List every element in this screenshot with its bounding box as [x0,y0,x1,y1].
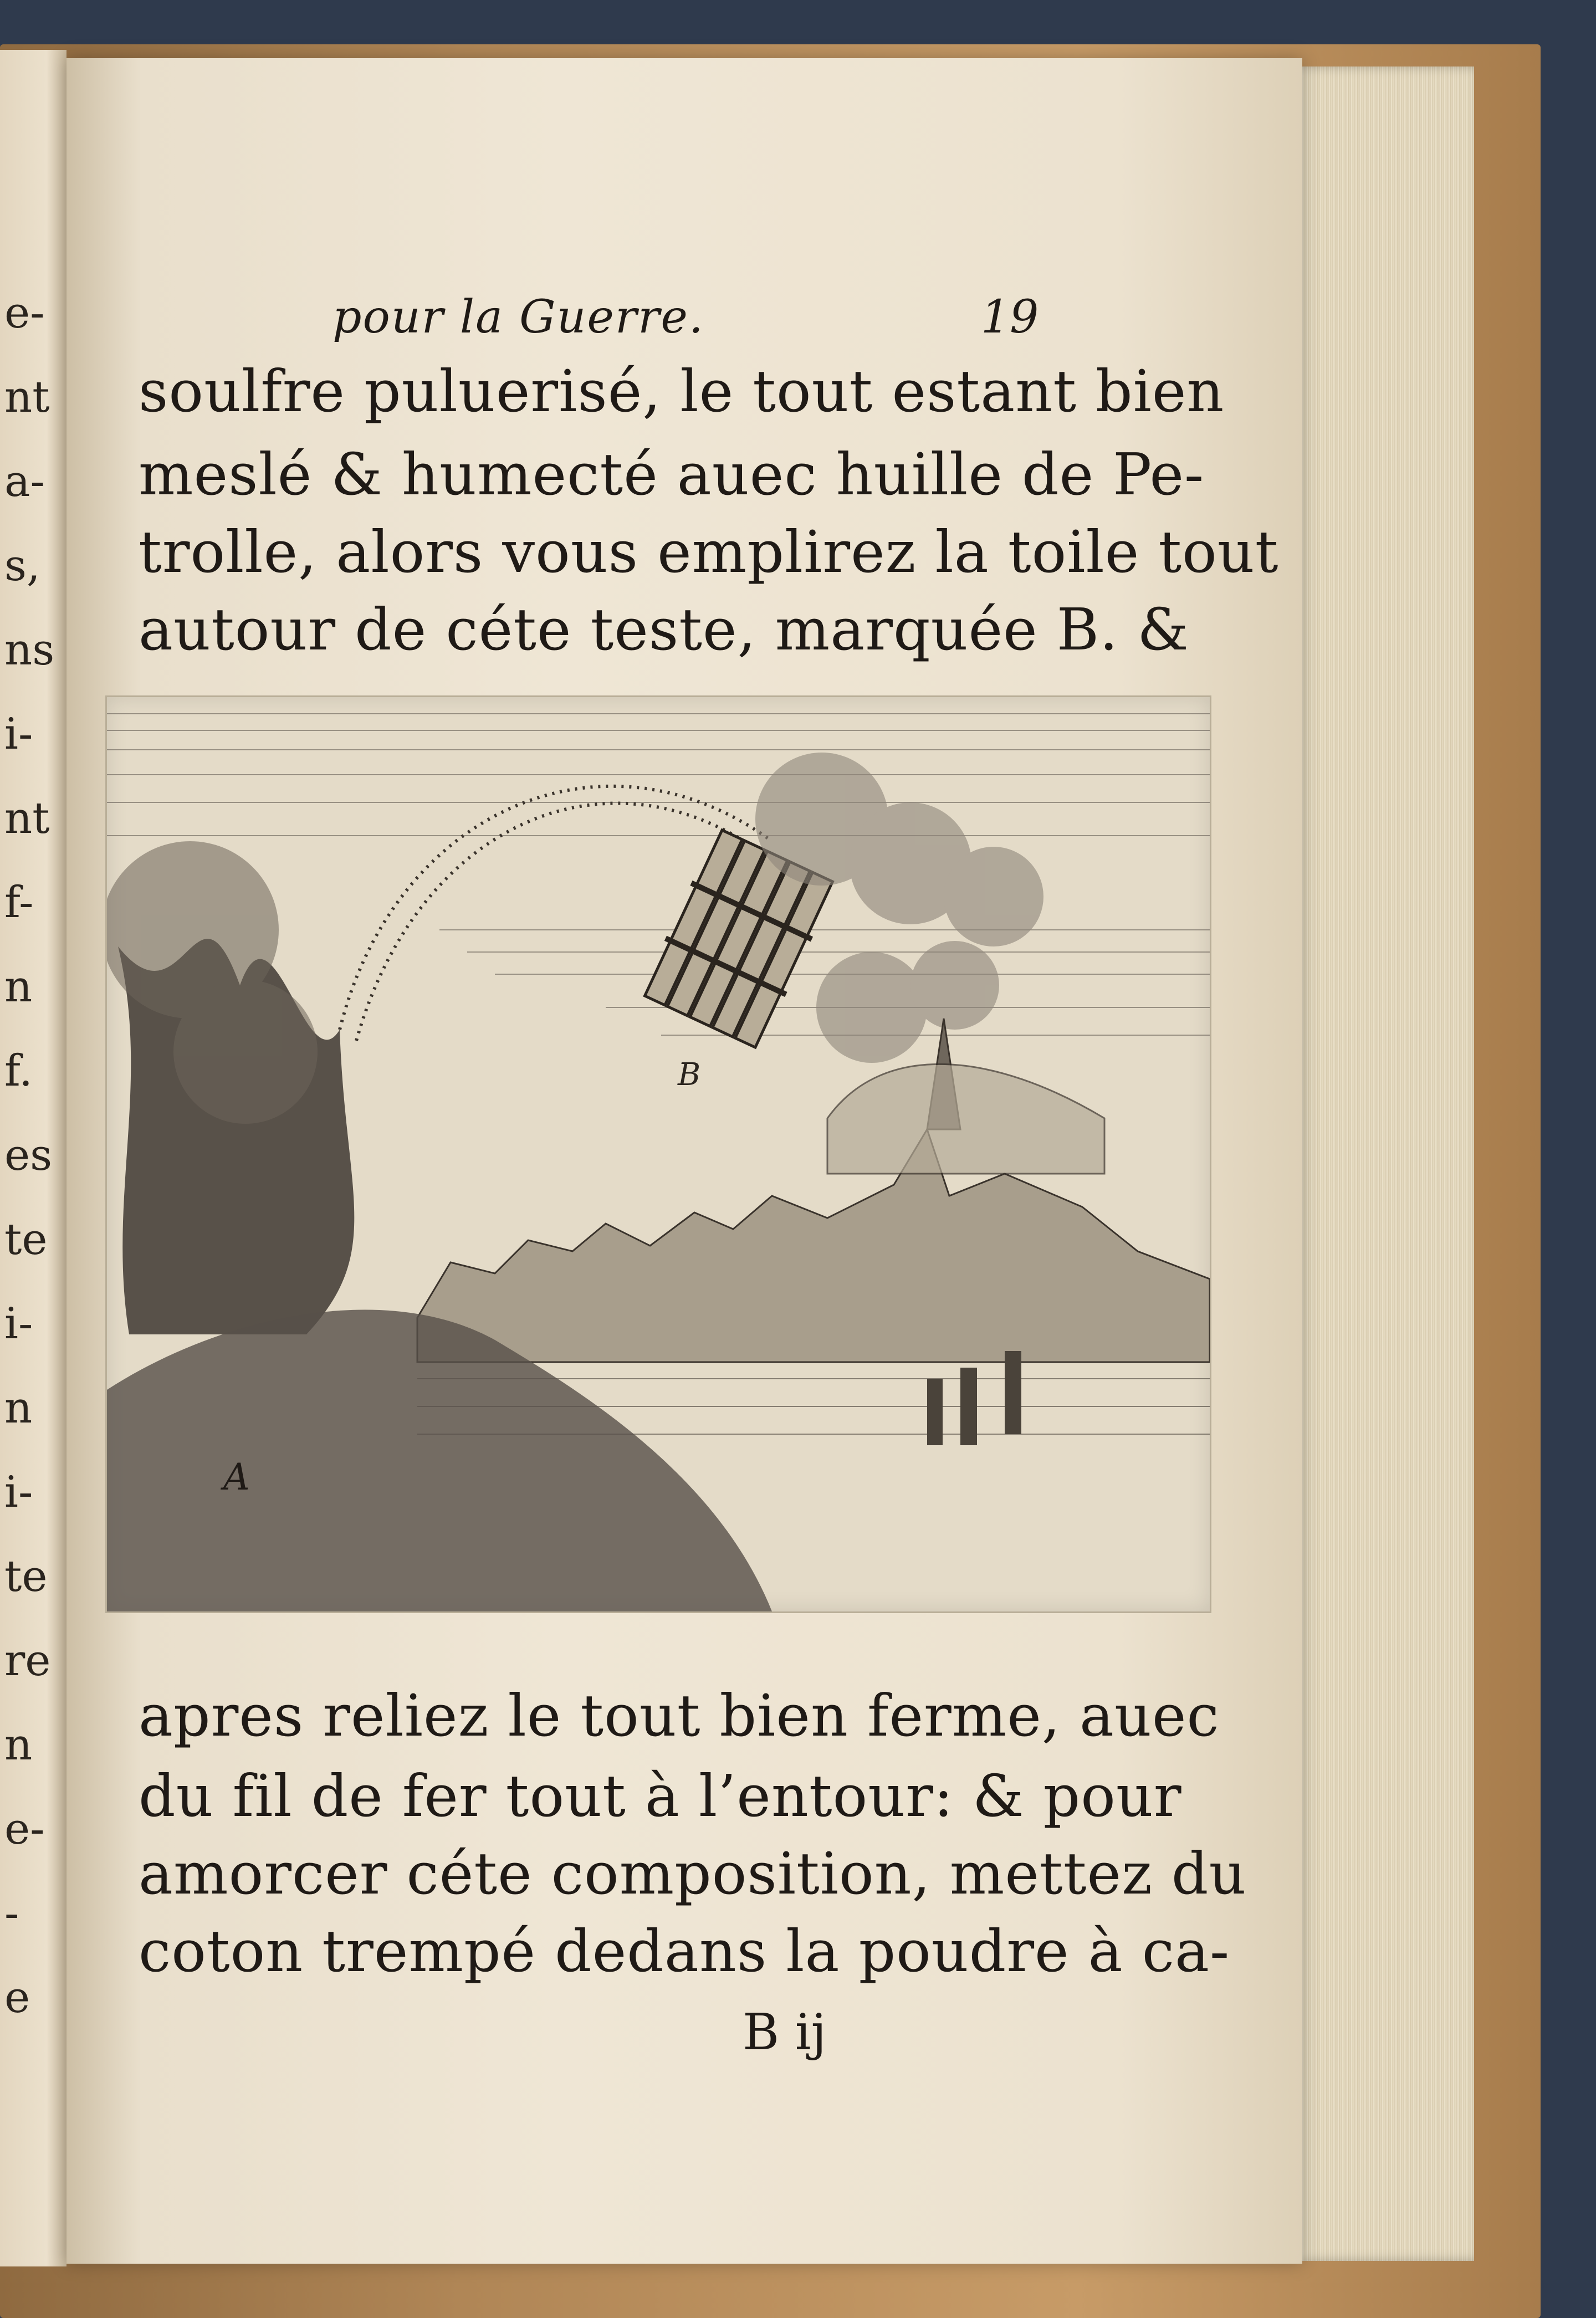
facing-page-fragment: e [4,1973,30,2023]
facing-page-fragment: n [4,962,33,1012]
facing-page-fragment: e- [4,1804,45,1854]
facing-page-fragment: f. [4,1046,33,1096]
facing-page-fragment: a- [4,457,45,506]
facing-page-fragment: nt [4,372,50,422]
facing-page-fragment: te [4,1552,48,1601]
label-b: B [678,1057,701,1093]
engraving-drawing [107,697,1210,1611]
facing-page-fragment: es [4,1130,53,1180]
facing-page-fragment: s, [4,541,40,591]
town-skyline [417,1019,1210,1362]
body-line: apres reliez le tout bien ferme, auec [139,1682,1220,1749]
facing-page-fragment: i- [4,1467,33,1517]
label-a: A [223,1456,250,1498]
facing-page-fragment: n [4,1383,33,1433]
body-line: autour de céte teste, marquée B. & [139,596,1189,663]
body-line: meslé & humecté auec huille de Pe- [139,441,1205,508]
page-number: 19 [981,291,1039,344]
facing-page-fragment: - [4,1889,19,1938]
engraving-illustration [105,695,1211,1613]
running-head: pour la Guerre. [332,291,704,344]
facing-page-fragment: re [4,1636,51,1686]
body-line: du fil de fer tout à l’entour: & pour [139,1762,1182,1830]
facing-page-fragment: te [4,1215,48,1265]
figures [927,1351,1021,1445]
page-block-fore-edge [1291,66,1474,2261]
facing-page-fragment: i- [4,1299,33,1349]
body-line: trolle, alors vous emplirez la toile tout [139,518,1279,586]
body-line: coton trempé dedans la poudre à ca- [139,1917,1230,1985]
body-line: soulfre puluerisé, le tout estant bien [139,357,1225,425]
facing-page-fragment: nt [4,794,50,843]
facing-page-fragment: ns [4,625,55,675]
facing-page-fragment: n [4,1720,33,1770]
signature-mark: B ij [743,2003,827,2061]
body-line: amorcer céte composition, mettez du [139,1840,1247,1907]
facing-page-fragment: i- [4,709,33,759]
facing-page-fragment: e- [4,288,45,338]
facing-page-fragment: f- [4,878,34,928]
book-page [66,58,1302,2264]
